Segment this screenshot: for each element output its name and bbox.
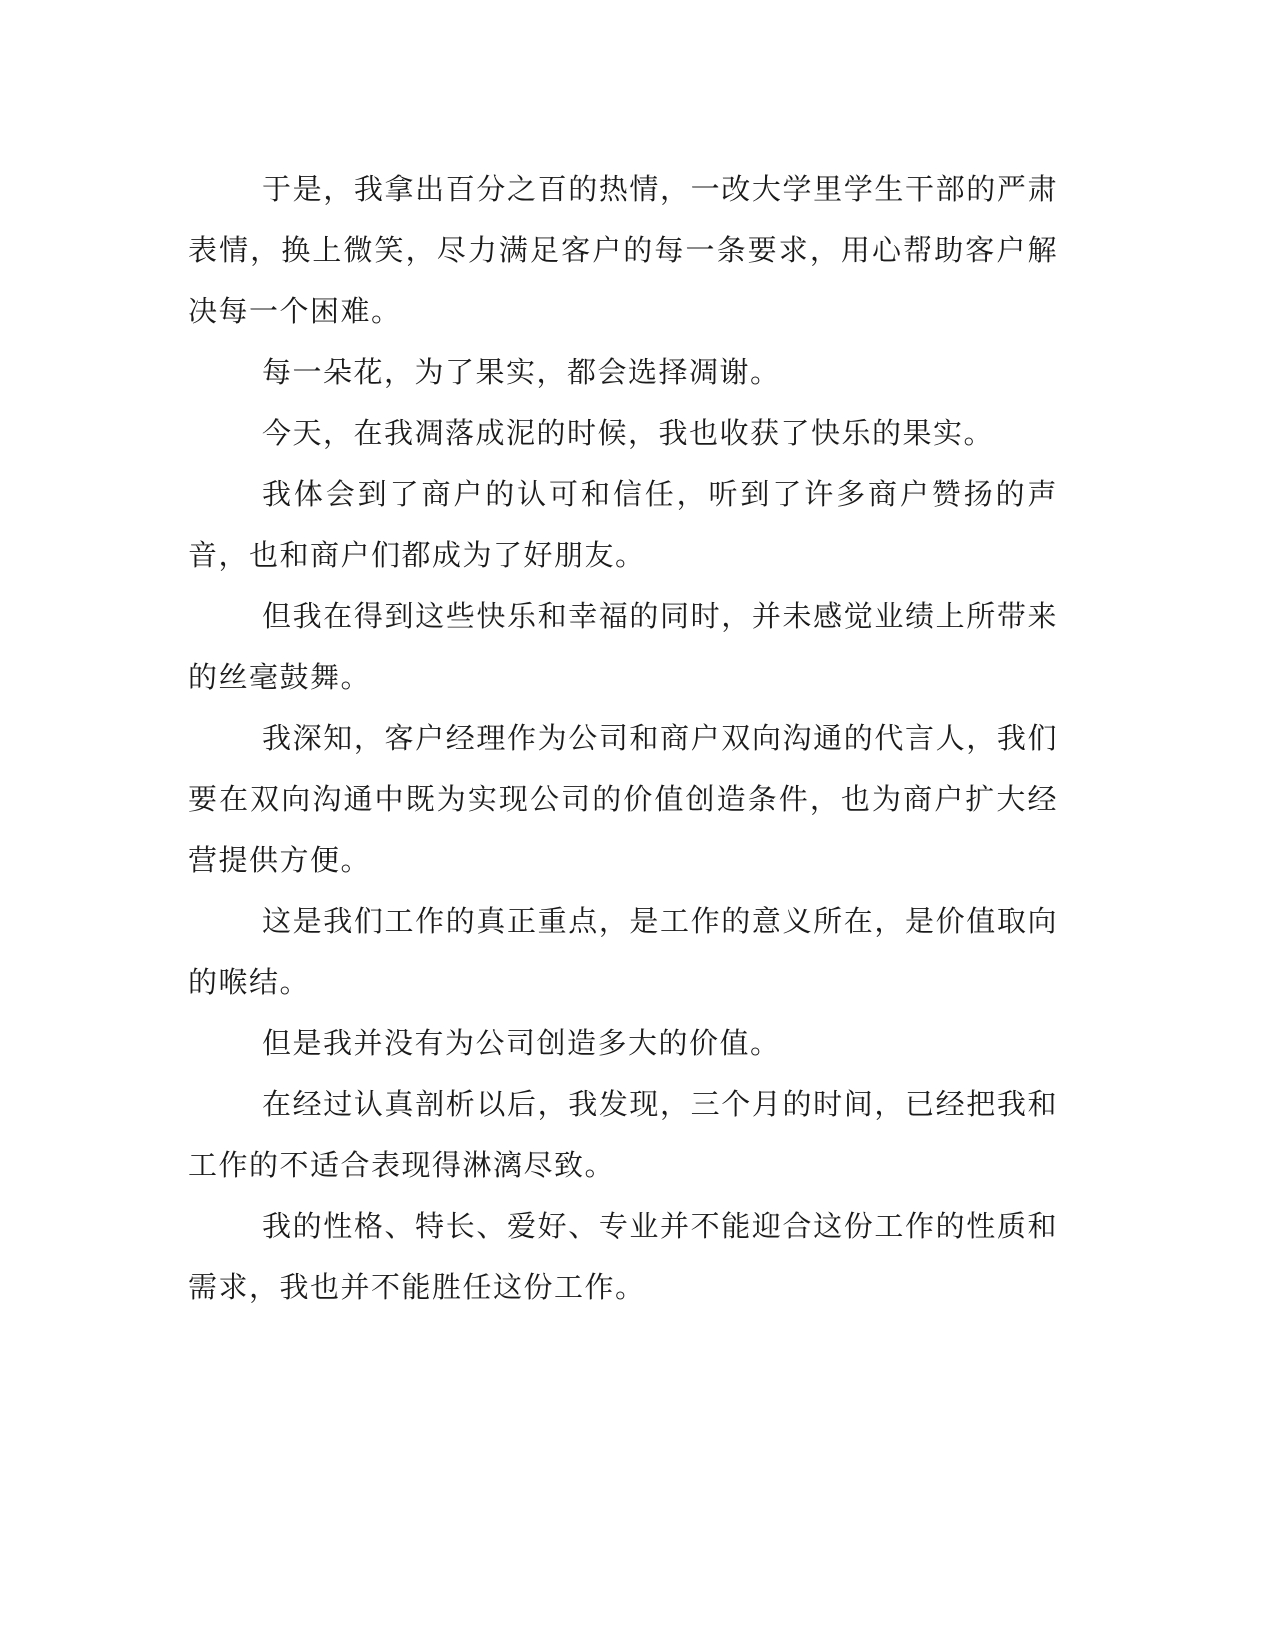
document-body (188, 159, 1058, 1318)
paragraph-8: 但是我并没有为公司创造多大的价值。 (262, 1026, 781, 1060)
paragraph-6: 我深知，客户经理作为公司和商户双向沟通的代言人，我们要在双向沟通中既为实现公司的价值创造条件，也为商户扩大经营提供方便。 (188, 721, 1058, 877)
paragraph-5: 但我在得到这些快乐和幸福的同时，并未感觉业绩上所带来的丝毫鼓舞。 (188, 599, 1058, 694)
paragraph-4: 我体会到了商户的认可和信任，听到了许多商户赞扬的声音，也和商户们都成为了好朋友。 (188, 477, 1058, 572)
paragraph-2: 每一朵花，为了果实，都会选择凋谢。 (262, 355, 781, 389)
paragraph-3: 今天，在我凋落成泥的时候，我也收获了快乐的果实。 (262, 416, 995, 450)
paragraph-10: 我的性格、特长、爱好、专业并不能迎合这份工作的性质和需求，我也并不能胜任这份工作。 (188, 1209, 1058, 1304)
paragraph-1: 于是，我拿出百分之百的热情，一改大学里学生干部的严肃表情，换上微笑，尽力满足客户的每一条要求，用心帮助客户解决每一个困难。 (188, 172, 1058, 328)
paragraph-7: 这是我们工作的真正重点，是工作的意义所在，是价值取向的喉结。 (188, 904, 1058, 999)
paragraph-9: 在经过认真剖析以后，我发现，三个月的时间，已经把我和工作的不适合表现得淋漓尽致。 (188, 1087, 1058, 1182)
